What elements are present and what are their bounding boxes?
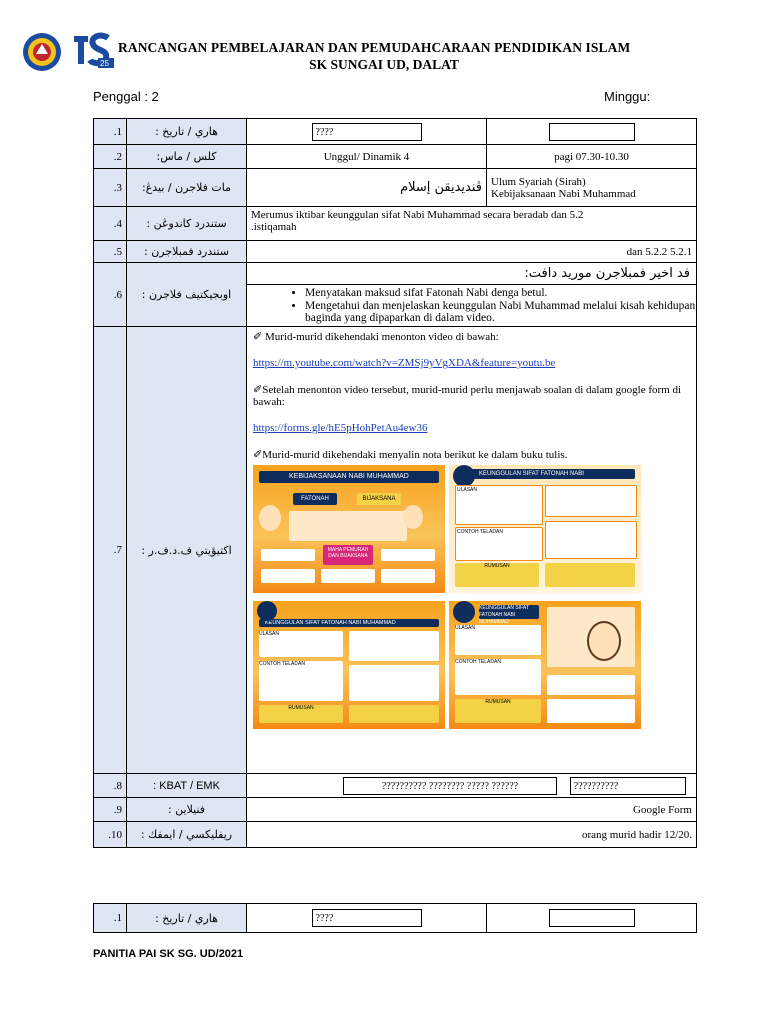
date-input-box-2[interactable] [549, 123, 635, 141]
row-label: فنيلاين : [127, 798, 247, 822]
poster-title: KEBIJAKSANAAN NABI MUHAMMAD [259, 471, 439, 483]
list-item: • Menyatakan maksud sifat Fatonah Nabi denga betul. [305, 287, 696, 299]
class-name: Unggul/ Dinamik 4 [247, 145, 487, 169]
activity-instruction-3: ✐Murid-murid dikehendaki menyalin nota berikut ke dalam buku tulis. [253, 449, 568, 461]
row-number: .10 [94, 822, 127, 848]
content-standard-text-2: .istiqamah [251, 221, 297, 233]
minggu-label: Minggu: [604, 89, 651, 104]
poster-tag: BIJAKSANA [357, 493, 401, 505]
row-class-time [94, 145, 697, 169]
row-number: .9 [94, 798, 127, 822]
activity-instruction-2: ✐Setelah menonton video tersebut, murid-murid perlu menjawab soalan di dalam google form di bawah: [253, 384, 682, 408]
row-label: هاري / تاريخ : [127, 904, 247, 933]
row-date [94, 904, 697, 933]
notes-posters [253, 465, 690, 729]
youtube-link[interactable]: https://m.youtube.com/watch?v=ZMSj9yVgXDA&feature=youtu.be [253, 357, 556, 369]
activity-instruction-1: ✐ Murid-murid dikehendaki menonton video di bawah: [253, 331, 499, 343]
row-label: مات فلاجرن / بيدڠ: [127, 169, 247, 207]
lesson-plan-table [93, 118, 697, 848]
row-learning-standard [94, 241, 697, 263]
penggal-label: Penggal : 2 [93, 89, 159, 104]
google-form-link[interactable]: https://forms.gle/hE5pHohPetAu4ew36 [253, 422, 428, 434]
school-name: SK SUNGAI UD, DALAT [309, 57, 459, 72]
objectives-list [247, 287, 696, 324]
row-kbat [94, 774, 697, 798]
row-number: .8 [94, 774, 127, 798]
document-header [0, 28, 768, 78]
poster-image [449, 601, 641, 729]
row-label: کلس / ماس: [127, 145, 247, 169]
row-objectives [94, 263, 697, 327]
row-number: .5 [94, 241, 127, 263]
poster-title: KEUNGGULAN SIFAT FATONAH NABI [455, 469, 635, 479]
assessment-text: Google Form [247, 798, 697, 822]
row-label: ريفليکسي / ايمفك : [127, 822, 247, 848]
poster-image [253, 601, 445, 729]
list-item: • Mengetahui dan menjelaskan keunggulan Nabi Muhammad melalui kisah kehidupan baginda yang dipaparkan di dalam video. [305, 300, 696, 324]
learning-standard-text: 5.2.1 dan 5.2.2 [247, 241, 697, 263]
row-number: .2 [94, 145, 127, 169]
row-subject [94, 169, 697, 207]
row-label: ستندرد فمبلاجرن : [127, 241, 247, 263]
poster-tag: ULASAN [455, 485, 543, 525]
bidang-text: Ulum Syariah (Sirah) [491, 175, 586, 188]
reflection-text: .orang murid hadir 12/20 [247, 822, 697, 848]
emk-input-box[interactable]: ?????????? [570, 777, 686, 795]
kbat-input-box[interactable]: ?????????? ???????? ????? ?????? [343, 777, 557, 795]
poster-tag: ULASAN [455, 625, 541, 655]
class-time: pagi 07.30-10.30 [487, 145, 697, 169]
row-label: KBAT / EMK : [127, 774, 247, 798]
content-standard-text: Merumus iktibar keunggulan sifat Nabi Muhammad secara beradab dan 5.2 [251, 209, 584, 221]
row-number: .3 [94, 169, 127, 207]
topic-text: Kebijaksanaan Nabi Muhammad [491, 187, 636, 200]
row-number: .1 [94, 119, 127, 145]
date-input-box[interactable]: ???? [312, 909, 422, 927]
row-number: .4 [94, 207, 127, 241]
poster-tag: ULASAN [259, 631, 343, 657]
row-label: هاري / تاريخ : [127, 119, 247, 145]
row-date [94, 119, 697, 145]
poster-tag: CONTOH TELADAN [259, 661, 343, 701]
row-label: اوبجيکتيف فلاجرن : [127, 263, 247, 327]
poster-tag: RUMUSAN [259, 705, 343, 723]
document-title: RANCANGAN PEMBELAJARAN DAN PEMUDAHCARAAN PENDIDIKAN ISLAM [118, 40, 631, 55]
date-input-box[interactable]: ???? [312, 123, 422, 141]
row-reflection [94, 822, 697, 848]
date-input-box-2[interactable] [549, 909, 635, 927]
poster-tag: RUMUSAN [455, 699, 541, 723]
poster-title: KEUNGGULAN SIFAT FATONAH NABI MUHAMMAD [479, 605, 539, 619]
footer-text: PANITIA PAI SK SG. UD/2021 [93, 948, 244, 960]
row-number: .6 [94, 263, 127, 327]
objectives-intro: فد اخير فمبلاجرن موريد دافت: [247, 263, 696, 285]
subject-jawi: ڤنديديقن إسلام [247, 169, 487, 207]
row-assessment [94, 798, 697, 822]
svg-text:25: 25 [100, 59, 109, 68]
poster-image [253, 465, 445, 593]
poster-title: KEUNGGULAN SIFAT FATONAH NABI MUHAMMAD [259, 619, 439, 627]
poster-tag: CONTOH TELADAN [455, 527, 543, 561]
next-lesson-table [93, 903, 697, 933]
row-number: .7 [94, 327, 127, 774]
row-activities [94, 327, 697, 774]
poster-tag: RUMUSAN [455, 563, 539, 587]
poster-image [449, 465, 641, 593]
row-content-standard [94, 207, 697, 241]
row-label: اکتيؤيتي ف.د.ف.ر : [127, 327, 247, 774]
poster-tag: FATONAH [293, 493, 337, 505]
poster-tag: CONTOH TELADAN [455, 659, 541, 695]
row-label: ستندرد کاندوڠن : [127, 207, 247, 241]
row-number: .1 [94, 904, 127, 933]
poster-tag: MAHA PEMURAH DAN BIJAKSANA [323, 545, 373, 565]
